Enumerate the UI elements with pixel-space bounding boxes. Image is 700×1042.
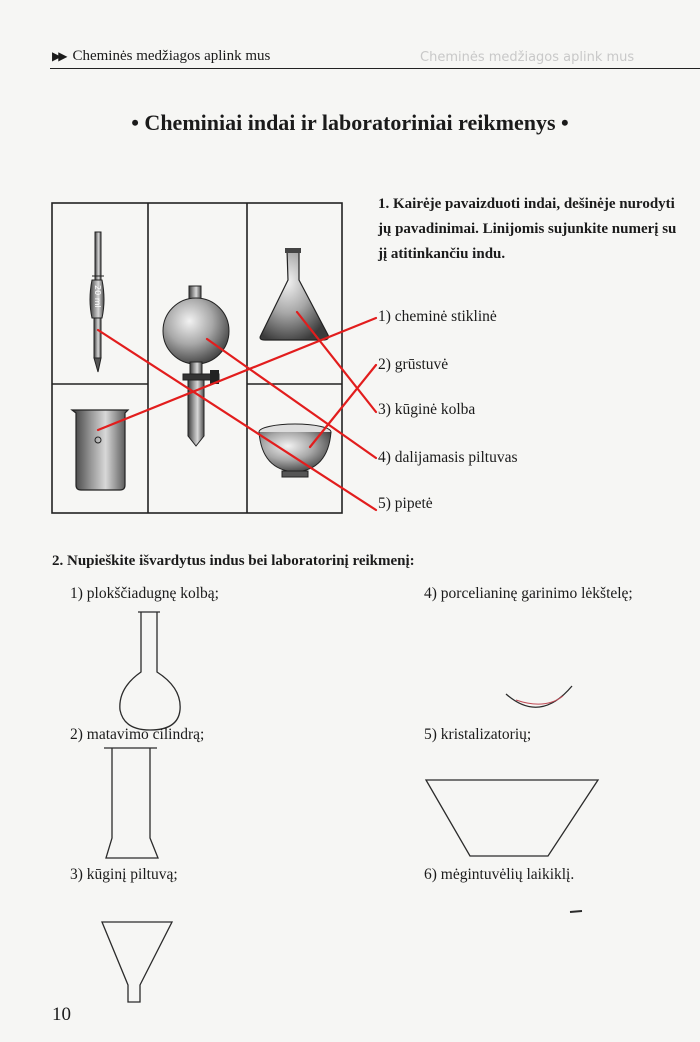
task2-item-6: 6) mėgintuvėlių laikiklį. [424, 866, 575, 883]
task2-item-2: 2) matavimo cilindrą; [70, 726, 205, 743]
pipette-volume-label: 20 ml [93, 285, 102, 308]
vessel-name-4: 4) dalijamasis piltuvas [378, 449, 518, 466]
vessel-name-1: 1) cheminė stiklinė [378, 308, 497, 325]
match-line-1 [98, 318, 376, 430]
task2-item-5: 5) kristalizatorių; [424, 726, 532, 743]
task1-instructions: 1. Kairėje pavaizduoti indai, dešinėje nurodyti jų pavadinimai. Linijomis sujunkite numerį su jį atitinkančiu indu. [378, 196, 677, 262]
task2-item-4: 4) porcelianinę garinimo lėkštelę; [424, 585, 633, 602]
separatory-funnel-drawing [163, 286, 229, 446]
vessel-name-5: 5) pipetė [378, 495, 433, 512]
drawn-flat-bottom-flask [120, 612, 180, 730]
match-line-5 [98, 330, 376, 510]
double-arrow-icon: ▶▶ [52, 49, 65, 63]
match-line-3 [297, 312, 376, 412]
drawn-tube-holder-stroke [570, 911, 582, 912]
bleed-through-text: Cheminės medžiagos aplink mus [420, 50, 635, 65]
mortar-drawing [259, 424, 331, 477]
matching-lines [98, 312, 376, 510]
drawn-conical-funnel [102, 922, 172, 1002]
task2-item-1: 1) plokščiadugnę kolbą; [70, 585, 219, 602]
drawn-measuring-cylinder [104, 748, 158, 858]
task2-item-3: 3) kūginį piltuvą; [70, 866, 178, 883]
drawn-evaporating-dish [506, 686, 572, 707]
vessel-name-2: 2) grūstuvė [378, 356, 449, 373]
page-title: • Cheminiai indai ir laboratoriniai reikmenys • [131, 110, 569, 135]
drawn-crystallizer [426, 780, 598, 856]
vessel-name-3: 3) kūginė kolba [378, 401, 476, 418]
page-number: 10 [52, 1004, 71, 1025]
task2-title: 2. Nupieškite išvardytus indus bei laboratorinį reikmenį: [52, 553, 415, 569]
pipette-drawing [90, 232, 104, 372]
running-head-text: Cheminės medžiagos aplink mus [72, 48, 271, 64]
conical-flask-drawing [260, 248, 328, 340]
